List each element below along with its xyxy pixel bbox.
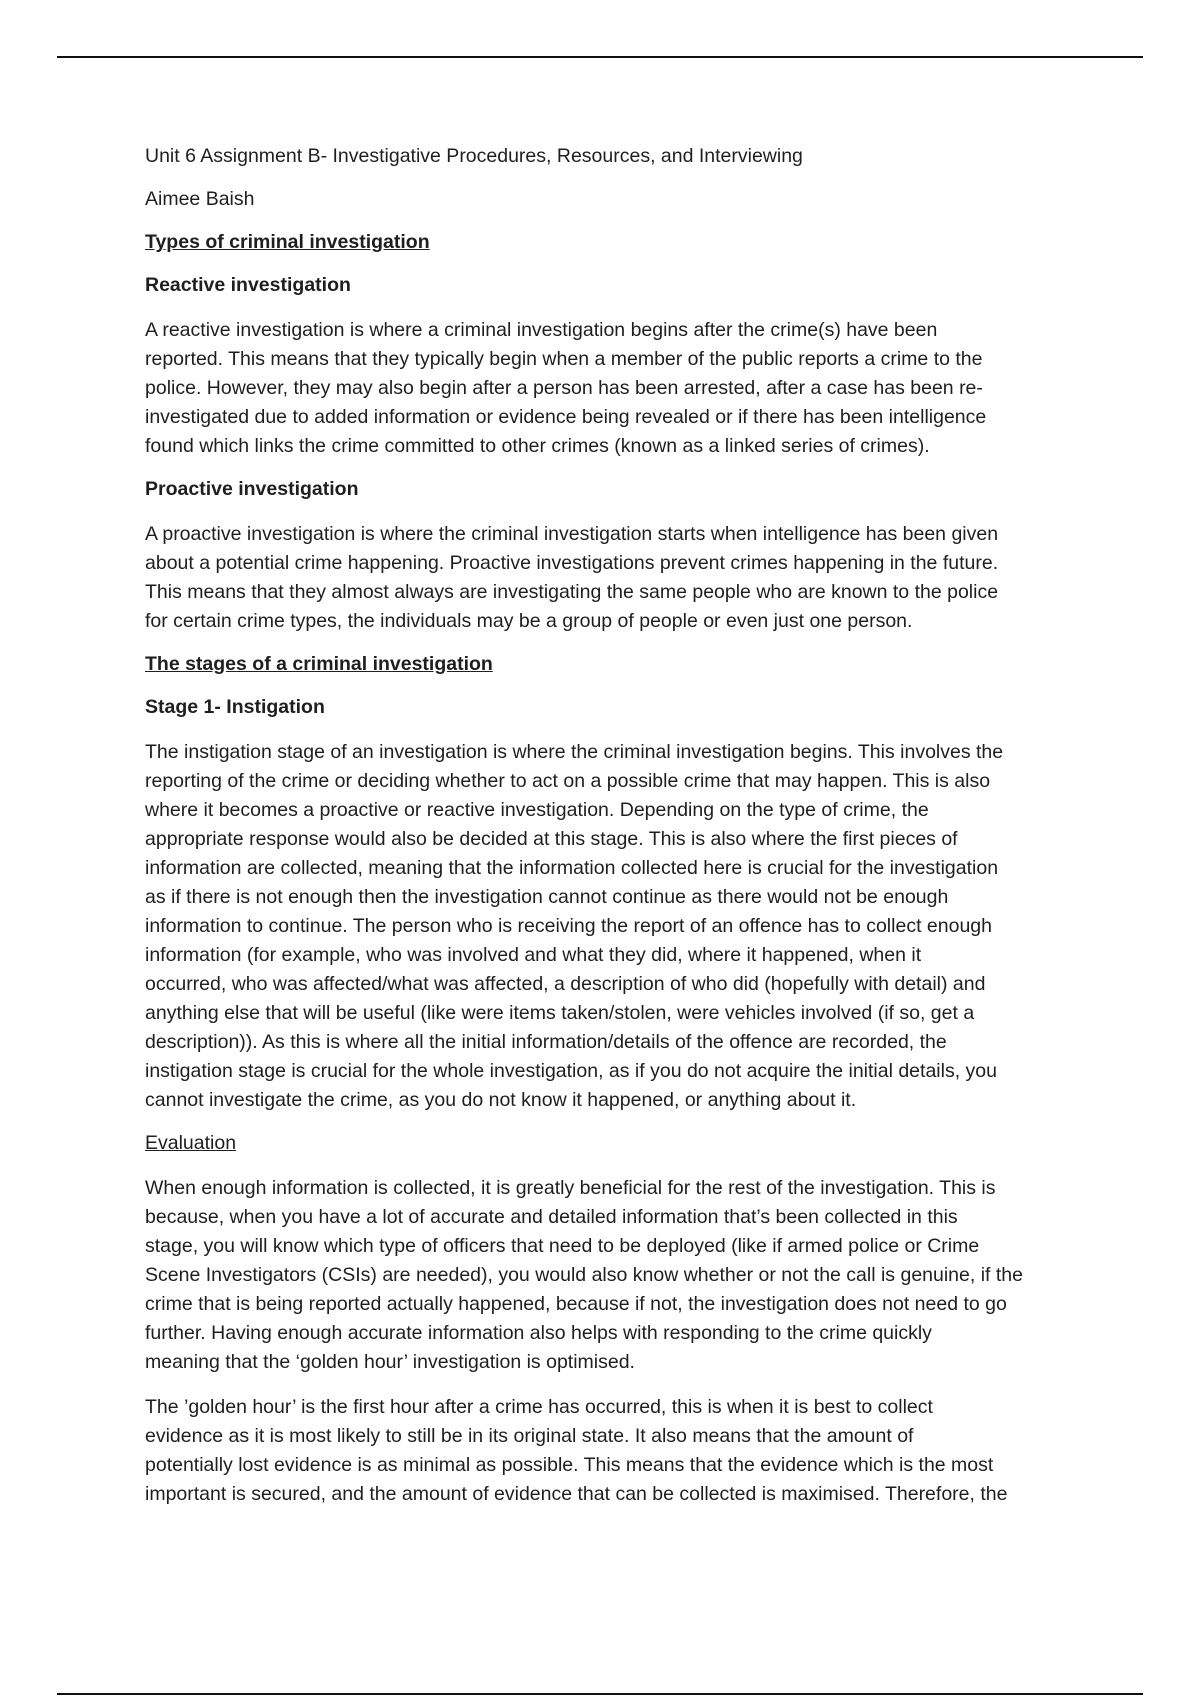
document-title: Unit 6 Assignment B- Investigative Procedures, Resources, and Interviewing [145,145,803,167]
text-line: anything else that will be useful (like were items taken/stolen, were vehicles involved (if so, get a [145,1002,975,1024]
paragraph-proactive [145,520,1065,636]
text-line: When enough information is collected, it is greatly beneficial for the rest of the investigation. This is [145,1177,996,1199]
text-line: crime that is being reported actually happened, because if not, the investigation does not need to go [145,1293,1007,1315]
text-line: occurred, who was affected/what was affected, a description of who did (hopefully with detail) and [145,973,986,995]
heading-stage-1-instigation: Stage 1- Instigation [145,696,325,718]
text-line: evidence as it is most likely to still be in its original state. It also means that the amount of [145,1425,914,1447]
heading-reactive-investigation: Reactive investigation [145,274,351,296]
text-line: because, when you have a lot of accurate and detailed information that’s been collected in this [145,1206,958,1228]
paragraph-golden-hour [145,1393,1065,1509]
text-line: further. Having enough accurate information also helps with responding to the crime quickly [145,1322,932,1344]
text-line: appropriate response would also be decided at this stage. This is also where the first pieces of [145,828,958,850]
text-line: instigation stage is crucial for the whole investigation, as if you do not acquire the initial details, you [145,1060,997,1082]
paragraph-instigation [145,738,1065,1115]
text-line: investigated due to added information or evidence being revealed or if there has been intelligence [145,406,987,428]
text-line: The ’golden hour’ is the first hour after a crime has occurred, this is when it is best to collect [145,1396,933,1418]
footer-rule [57,1693,1143,1695]
text-line: important is secured, and the amount of evidence that can be collected is maximised. Therefore, the [145,1483,1008,1505]
text-line: about a potential crime happening. Proactive investigations prevent crimes happening in the future. [145,552,999,574]
text-line: meaning that the ‘golden hour’ investigation is optimised. [145,1351,635,1373]
header-rule [57,56,1143,58]
heading-evaluation: Evaluation [145,1132,237,1154]
text-line: for certain crime types, the individuals may be a group of people or even just one person. [145,610,913,632]
text-line: This means that they almost always are investigating the same people who are known to the police [145,581,999,603]
heading-proactive-investigation: Proactive investigation [145,478,359,500]
paragraph-evaluation [145,1174,1065,1377]
text-line: found which links the crime committed to other crimes (known as a linked series of crimes). [145,435,930,457]
text-line: potentially lost evidence is as minimal as possible. This means that the evidence which is the most [145,1454,994,1476]
document-page [145,144,1065,1525]
text-line: Scene Investigators (CSIs) are needed), you would also know whether or not the call is genuine, if the [145,1264,1023,1286]
text-line: where it becomes a proactive or reactive investigation. Depending on the type of crime, the [145,799,929,821]
text-line: police. However, they may also begin after a person has been arrested, after a case has been re- [145,377,983,399]
author-name: Aimee Baish [145,188,255,210]
text-line: A proactive investigation is where the criminal investigation starts when intelligence has been given [145,523,999,545]
text-line: A reactive investigation is where a criminal investigation begins after the crime(s) have been [145,319,938,341]
text-line: information are collected, meaning that the information collected here is crucial for the investigation [145,857,999,879]
text-line: The instigation stage of an investigation is where the criminal investigation begins. This involves the [145,741,1004,763]
text-line: reporting of the crime or deciding whether to act on a possible crime that may happen. This is also [145,770,991,792]
heading-types-of-investigation: Types of criminal investigation [145,231,430,253]
text-line: description)). As this is where all the initial information/details of the offence are recorded, the [145,1031,947,1053]
text-line: reported. This means that they typically begin when a member of the public reports a crime to the [145,348,983,370]
text-line: cannot investigate the crime, as you do not know it happened, or anything about it. [145,1089,857,1111]
text-line: information (for example, who was involved and what they did, where it happened, when it [145,944,922,966]
paragraph-reactive [145,316,1065,461]
text-line: as if there is not enough then the investigation cannot continue as there would not be enough [145,886,949,908]
heading-stages-of-investigation: The stages of a criminal investigation [145,653,493,675]
text-line: stage, you will know which type of officers that need to be deployed (like if armed police or Crime [145,1235,980,1257]
text-line: information to continue. The person who is receiving the report of an offence has to collect enough [145,915,992,937]
